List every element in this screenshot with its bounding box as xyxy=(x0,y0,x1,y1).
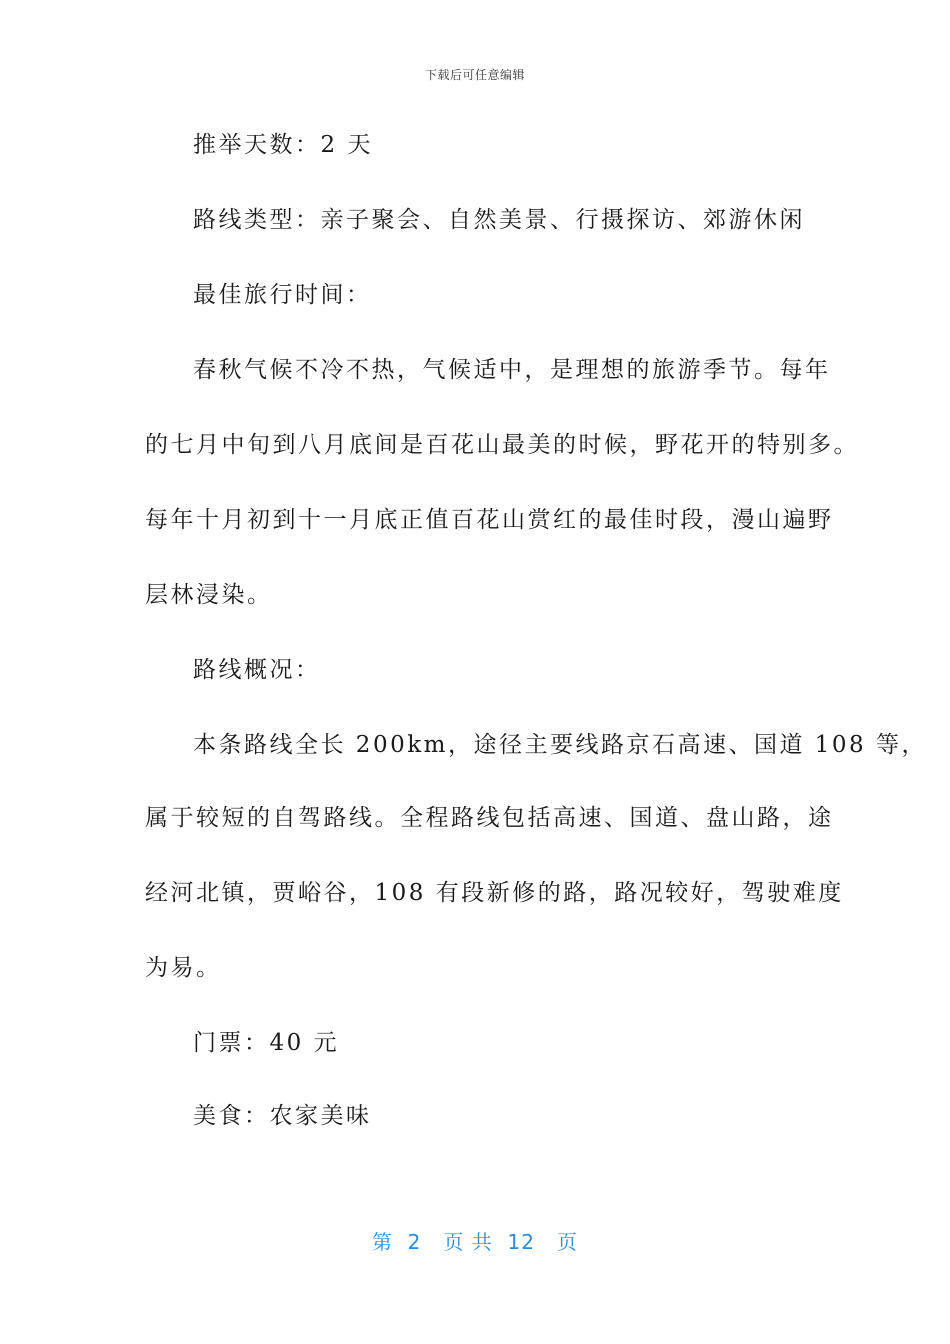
ticket-price: 门票：40 元 xyxy=(193,1030,340,1056)
overview-line-2: 属于较短的自驾路线。全程路线包括高速、国道、盘山路，途 xyxy=(145,805,834,831)
best-time-line-2: 的七月中旬到八月底间是百花山最美的时候，野花开的特别多。 xyxy=(145,432,859,458)
recommended-days: 推举天数：2 天 xyxy=(193,132,373,158)
overview-line-4: 为易。 xyxy=(145,955,222,981)
overview-line-1: 本条路线全长 200km，途径主要线路京石高速、国道 108 等， xyxy=(193,732,927,758)
best-time-line-1: 春秋气候不冷不热，气候适中，是理想的旅游季节。每年 xyxy=(193,357,831,383)
best-time-label: 最佳旅行时间： xyxy=(193,282,372,308)
overview-line-3: 经河北镇，贾峪谷，108 有段新修的路，路况较好，驾驶难度 xyxy=(145,880,844,906)
best-time-line-3: 每年十月初到十一月底正值百花山赏红的最佳时段，漫山遍野 xyxy=(145,507,834,533)
page-indicator: 第 2 页 共 12 页 xyxy=(371,1230,579,1254)
food: 美食：农家美味 xyxy=(193,1103,372,1129)
best-time-line-4: 层林浸染。 xyxy=(145,582,273,608)
page-header-note: 下载后可任意编辑 xyxy=(424,68,525,82)
route-type: 路线类型：亲子聚会、自然美景、行摄探访、郊游休闲 xyxy=(193,207,805,233)
overview-label: 路线概况： xyxy=(193,657,321,683)
